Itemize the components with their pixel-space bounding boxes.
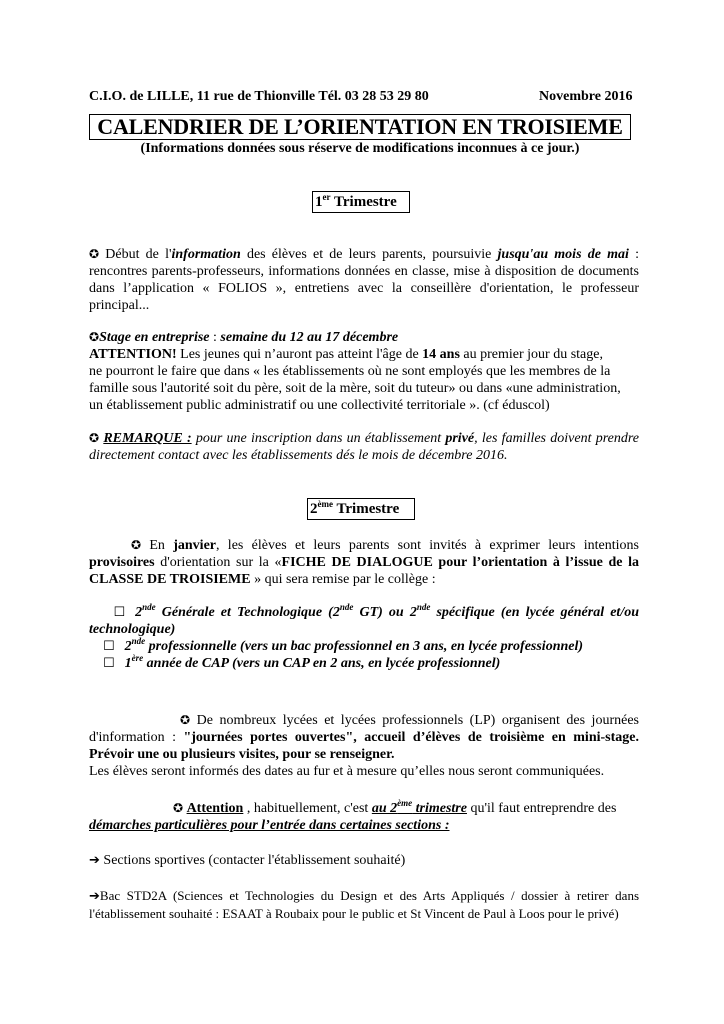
heavy-circled-dot-icon: ✪ — [173, 801, 184, 815]
list-item: ☐ 2nde professionnelle (vers un bac professionnel en 3 ans, en lycée professionnel) — [103, 636, 584, 654]
right-arrow-icon: ➔ — [89, 889, 100, 904]
right-arrow-icon: ➔ — [89, 853, 100, 868]
paragraph-journees-portes-ouvertes: ✪ De nombreux lycées et lycées professionnels (LP) organisent des journées d'information : "journées portes ouvertes", accueil d’élèves de troisième en mini-stage. Prévoir une ou plusieurs visites, pour se renseigner. Les élèves seront informés des dates au fur et à mesure qu’elles nous seront communiquées. — [89, 713, 639, 779]
list-item: ☐ 1ère année de CAP (vers un CAP en 2 ans, en lycée professionnel) — [103, 653, 501, 671]
paragraph-janvier: ✪ En janvier, les élèves et leurs parents sont invités à exprimer leurs intentions provisoires d'orientation sur la «FICHE DE DIALOGUE pour l’orientation à l’issue de la CLASSE DE TROISIEME » qui sera remise par le collège : — [89, 538, 639, 587]
section-heading-trimestre-1: 1er Trimestre — [312, 191, 410, 213]
orientation-choices-list — [89, 604, 639, 672]
paragraph-stage: ✪Stage en entreprise : semaine du 12 au 17 décembre ATTENTION! Les jeunes qui n’auront pas atteint l'âge de 14 ans au premier jour du stage, ne pourront le faire que dans « les établissements où ne sont employés que les membres de la famille sous l'autorité soit du père, soit de la mère, soit du tuteur» ou dans «une administration, un établissement public administratif ou une collectivité territoriale ». (cf éduscol) — [89, 330, 621, 413]
empty-checkbox-icon: ☐ — [103, 639, 115, 654]
page-subtitle: (Informations données sous réserve de modifications inconnues à ce jour.) — [140, 141, 580, 156]
heavy-circled-dot-icon: ✪ — [89, 247, 100, 261]
heavy-circled-dot-icon: ✪ — [180, 713, 191, 727]
header-address: C.I.O. de LILLE, 11 rue de Thionville Tél. 03 28 53 29 80 — [89, 89, 429, 104]
paragraph-information: ✪ Début de l'information des élèves et de leurs parents, poursuivie jusqu'au mois de mai : rencontres parents-professeurs, informations données en classe, mise à disposition de documents dans l’application « FOLIOS », entretiens avec la conseillère d'orientation, le professeur principal... — [89, 247, 640, 313]
paragraph-remarque: ✪ REMARQUE : pour une inscription dans un établissement privé, les familles doivent prendre directement contact avec les établissements dés le mois de décembre 2016. — [89, 431, 640, 463]
empty-checkbox-icon: ☐ — [103, 656, 115, 671]
paragraph-sections-sportives: ➔ Sections sportives (contacter l'établissement souhaité) — [89, 853, 406, 868]
section-heading-trimestre-2: 2ème Trimestre — [307, 498, 415, 520]
page-title: CALENDRIER DE L’ORIENTATION EN TROISIEME — [89, 114, 631, 140]
paragraph-bac-std2a: ➔Bac STD2A (Sciences et Technologies du Design et des Arts Appliqués / dossier à retirer dans l'établissement souhaité : ESAAT à Roubaix pour le public et St Vincent de Paul à Loos pour le privé) — [89, 888, 639, 921]
paragraph-attention: ✪ Attention , habituellement, c'est au 2ème trimestre qu'il faut entreprendre des démarches particulières pour l’entrée dans certaines sections : — [89, 798, 617, 833]
heavy-circled-dot-icon: ✪ — [131, 538, 142, 552]
header-date: Novembre 2016 — [539, 89, 633, 104]
empty-checkbox-icon: ☐ — [113, 605, 126, 620]
list-item: ☐ 2nde Générale et Technologique (2nde GT) ou 2nde spécifique (en lycée général et/ou technologique) — [89, 602, 639, 637]
heavy-circled-dot-icon: ✪ — [89, 431, 100, 445]
heavy-circled-dot-icon: ✪ — [89, 330, 100, 344]
